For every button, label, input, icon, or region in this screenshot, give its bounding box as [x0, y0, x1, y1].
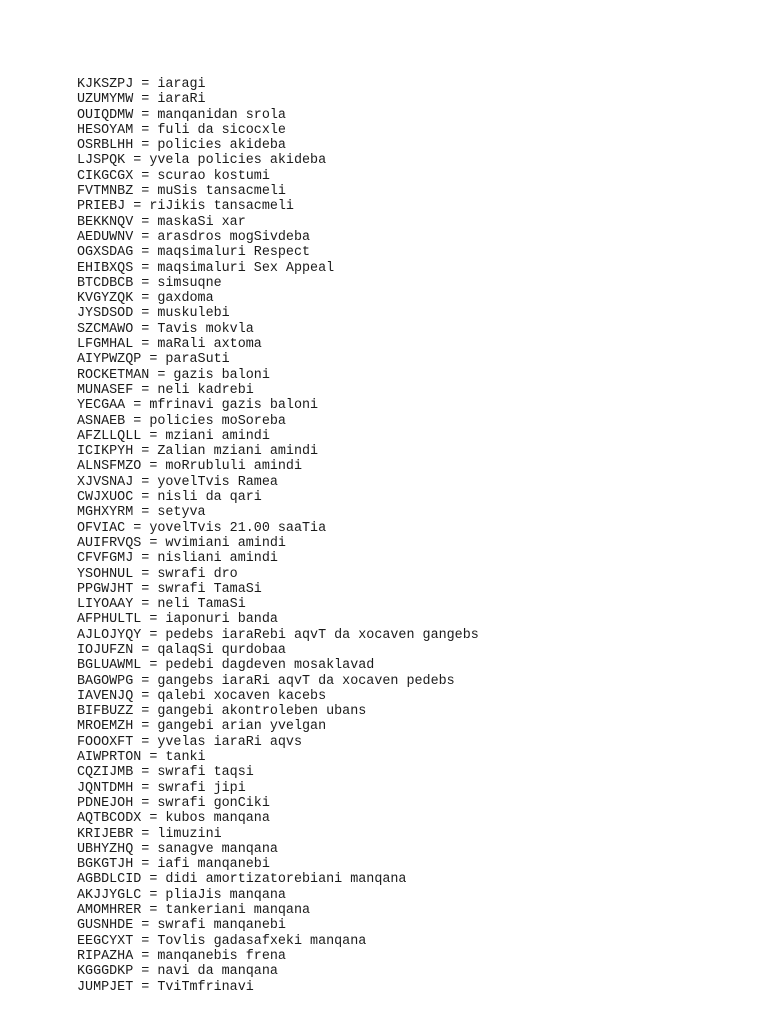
- cheat-code-line: ALNSFMZO = moRrubluli amindi: [77, 459, 302, 475]
- cheat-code-line: ROCKETMAN = gazis baloni: [77, 367, 270, 383]
- cheat-code-line: AIWPRTON = tanki: [77, 750, 206, 766]
- cheat-code-line: PPGWJHT = swrafi TamaSi: [77, 581, 262, 597]
- cheat-code-line: LIYOAAY = neli TamaSi: [77, 597, 246, 613]
- cheat-code-line: GUSNHDE = swrafi manqanebi: [77, 918, 286, 934]
- cheat-code-line: BAGOWPG = gangebs iaraRi aqvT da xocaven pedebs: [77, 673, 455, 689]
- cheat-code-line: HESOYAM = fuli da sicocxle: [77, 122, 286, 138]
- cheat-code-line: MROEMZH = gangebi arian yvelgan: [77, 719, 327, 735]
- cheat-code-line: UZUMYMW = iaraRi: [77, 92, 206, 108]
- cheat-code-line: AJLOJYQY = pedebs iaraRebi aqvT da xocaven gangebs: [77, 627, 479, 643]
- cheat-code-line: CWJXUOC = nisli da qari: [77, 490, 262, 506]
- cheat-code-line: ICIKPYH = Zalian mziani amindi: [77, 444, 319, 460]
- cheat-code-line: OSRBLHH = policies akideba: [77, 138, 286, 154]
- cheat-code-line: RIPAZHA = manqanebis frena: [77, 948, 286, 964]
- cheat-code-line: PRIEBJ = riJikis tansacmeli: [77, 199, 294, 215]
- cheat-code-line: IAVENJQ = qalebi xocaven kacebs: [77, 688, 327, 704]
- cheat-code-line: EEGCYXT = Tovlis gadasafxeki manqana: [77, 933, 367, 949]
- cheat-code-line: AMOMHRER = tankeriani manqana: [77, 903, 311, 919]
- cheat-code-line: JYSDSOD = muskulebi: [77, 306, 230, 322]
- cheat-code-line: IOJUFZN = qalaqSi qurdobaa: [77, 642, 286, 658]
- cheat-code-line: BTCDBCB = simsuqne: [77, 275, 222, 291]
- cheat-code-line: MGHXYRM = setyva: [77, 505, 206, 521]
- cheat-code-line: KGGGDKP = navi da manqana: [77, 964, 278, 980]
- cheat-code-line: FOOOXFT = yvelas iaraRi aqvs: [77, 734, 302, 750]
- cheat-code-line: MUNASEF = neli kadrebi: [77, 382, 254, 398]
- cheat-code-line: BIFBUZZ = gangebi akontroleben ubans: [77, 704, 367, 720]
- cheat-code-line: KVGYZQK = gaxdoma: [77, 291, 214, 307]
- cheat-code-line: JUMPJET = TviTmfrinavi: [77, 979, 254, 995]
- cheat-code-line: OUIQDMW = manqanidan srola: [77, 107, 286, 123]
- cheat-code-line: ASNAEB = policies moSoreba: [77, 413, 286, 429]
- cheat-code-line: FVTMNBZ = muSis tansacmeli: [77, 184, 286, 200]
- cheat-code-line: CIKGCGX = scurao kostumi: [77, 168, 270, 184]
- cheat-code-line: LJSPQK = yvela policies akideba: [77, 153, 327, 169]
- cheat-code-line: YSOHNUL = swrafi dro: [77, 566, 238, 582]
- cheat-code-line: AIYPWZQP = paraSuti: [77, 352, 230, 368]
- cheat-code-line: AFPHULTL = iaponuri banda: [77, 612, 278, 628]
- cheat-code-list: [77, 77, 479, 995]
- cheat-code-line: AGBDLCID = didi amortizatorebiani manqana: [77, 872, 407, 888]
- cheat-code-line: KRIJEBR = limuzini: [77, 826, 222, 842]
- cheat-code-line: BEKKNQV = maskaSi xar: [77, 214, 246, 230]
- cheat-code-line: YECGAA = mfrinavi gazis baloni: [77, 398, 319, 414]
- cheat-code-line: LFGMHAL = maRali axtoma: [77, 337, 262, 353]
- cheat-code-line: JQNTDMH = swrafi jipi: [77, 780, 246, 796]
- cheat-code-line: XJVSNAJ = yovelTvis Ramea: [77, 474, 278, 490]
- cheat-code-line: PDNEJOH = swrafi gonCiki: [77, 795, 270, 811]
- cheat-code-line: KJKSZPJ = iaragi: [77, 77, 206, 92]
- cheat-code-line: AQTBCODX = kubos manqana: [77, 811, 270, 827]
- cheat-code-line: OGXSDAG = maqsimaluri Respect: [77, 245, 311, 261]
- cheat-code-line: BGKGTJH = iafi manqanebi: [77, 857, 270, 873]
- cheat-code-line: SZCMAWO = Tavis mokvla: [77, 321, 254, 337]
- cheat-code-line: OFVIAC = yovelTvis 21.00 saaTia: [77, 520, 327, 536]
- cheat-code-line: UBHYZHQ = sanagve manqana: [77, 841, 278, 857]
- cheat-code-line: AUIFRVQS = wvimiani amindi: [77, 535, 286, 551]
- cheat-code-line: CFVFGMJ = nisliani amindi: [77, 551, 278, 567]
- cheat-code-line: AFZLLQLL = mziani amindi: [77, 428, 270, 444]
- cheat-code-line: AKJJYGLC = pliaJis manqana: [77, 887, 286, 903]
- cheat-code-line: EHIBXQS = maqsimaluri Sex Appeal: [77, 260, 335, 276]
- cheat-code-line: BGLUAWML = pedebi dagdeven mosaklavad: [77, 658, 375, 674]
- cheat-code-line: AEDUWNV = arasdros mogSivdeba: [77, 229, 311, 245]
- cheat-code-line: CQZIJMB = swrafi taqsi: [77, 765, 254, 781]
